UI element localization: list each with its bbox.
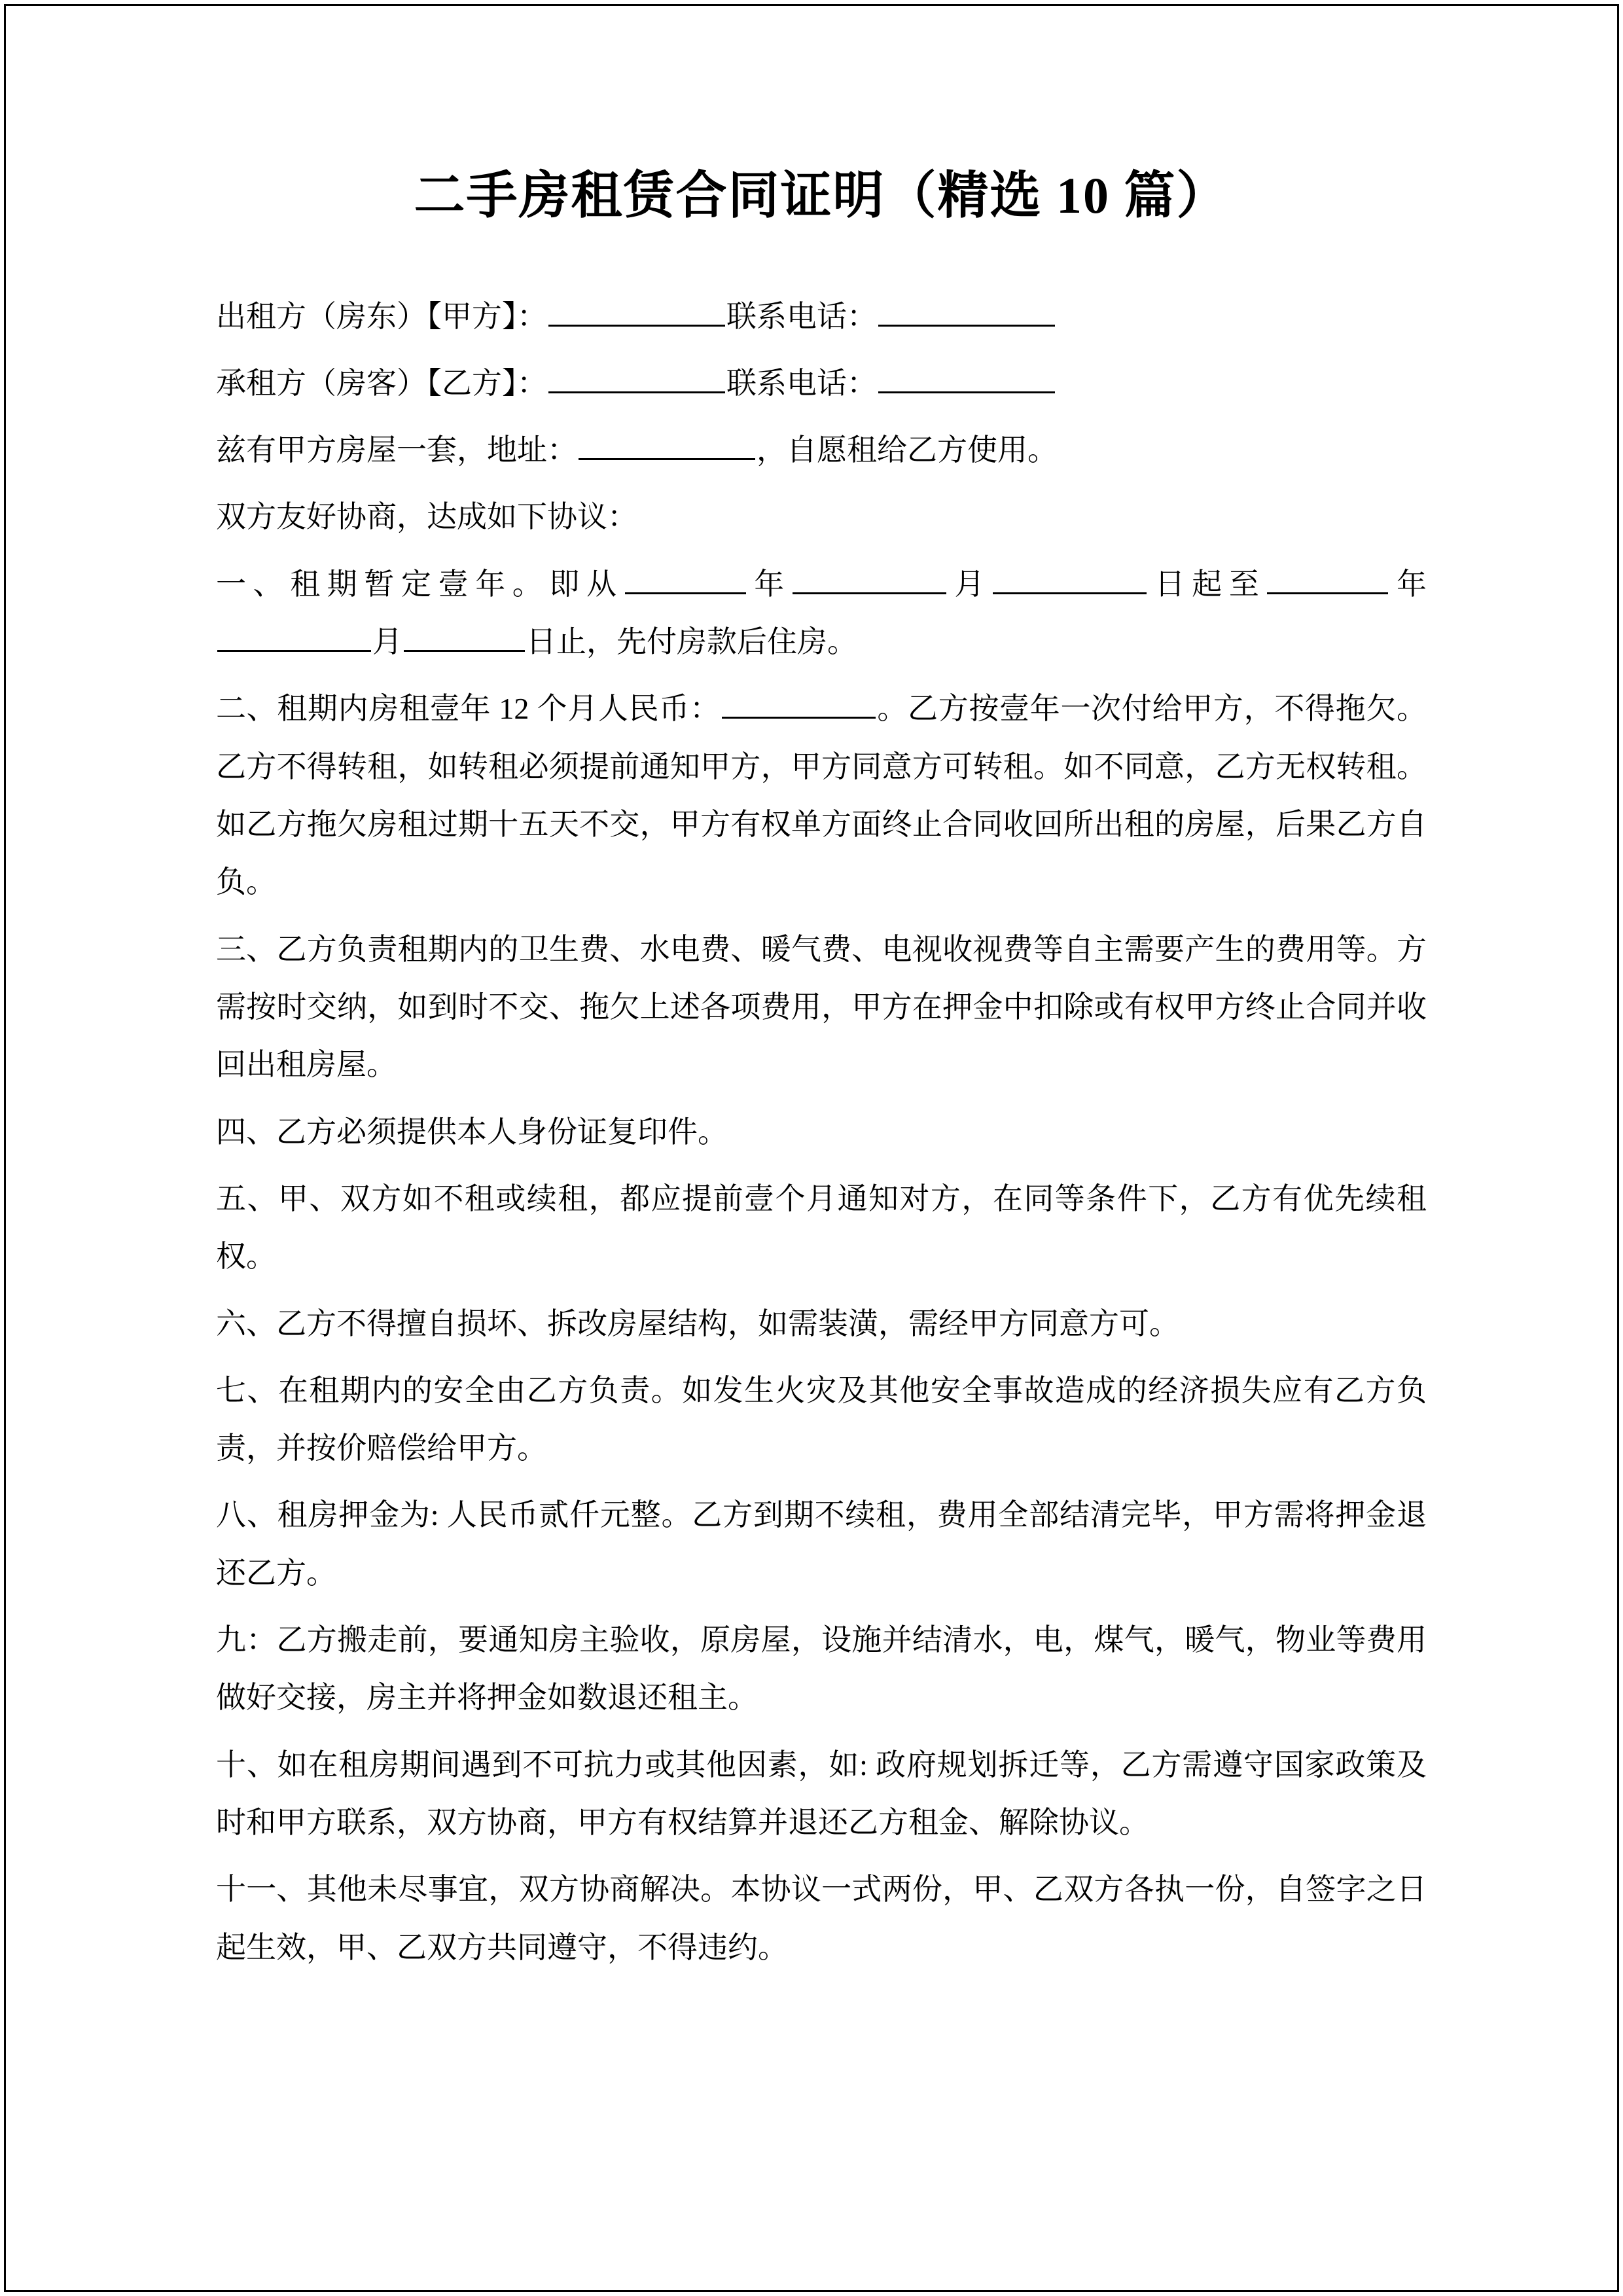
contract-paragraph	[216, 1486, 1427, 1602]
paragraph-text: 八、租房押金为: 人民币贰仟元整。乙方到期不续租，费用全部结清完毕，甲方需将押金退还乙方。	[216, 1498, 1427, 1590]
fill-in-blank[interactable]	[579, 428, 755, 460]
contract-paragraph	[216, 1736, 1427, 1852]
contract-paragraph	[216, 1611, 1427, 1727]
contract-paragraph	[216, 1295, 1427, 1353]
contract-paragraph	[216, 1103, 1427, 1161]
paragraph-text: 日止，先付房款后住房。	[526, 625, 857, 659]
fill-in-blank[interactable]	[548, 295, 725, 327]
paragraph-text: 月	[372, 625, 402, 659]
paragraph-text: 。乙方按壹年一次付给甲方，不得拖欠。乙方不得转租，如转租必须提前通知甲方，甲方同意方可转租。如不同意，乙方无权转租。如乙方拖欠房租过期十五天不交，甲方有权单方面终止合同收回所出租的房屋，后果乙方自负。	[216, 692, 1427, 899]
paragraph-text: 六、乙方不得擅自损坏、拆改房屋结构，如需装潢，需经甲方同意方可。	[216, 1306, 1179, 1340]
paragraph-text: 五、甲、双方如不租或续租，都应提前壹个月通知对方，在同等条件下，乙方有优先续租权。	[216, 1181, 1427, 1274]
paragraph-text: 出租方（房东）【甲方】：	[216, 299, 547, 333]
fill-in-blank[interactable]	[217, 620, 371, 652]
fill-in-blank[interactable]	[878, 295, 1055, 327]
contract-paragraph	[216, 355, 1427, 412]
contract-paragraph	[216, 921, 1427, 1094]
paragraph-text: 四、乙方必须提供本人身份证复印件。	[216, 1115, 728, 1149]
paragraph-text: 年	[747, 567, 791, 601]
paragraph-text: 三、乙方负责租期内的卫生费、水电费、暖气费、电视收视费等自主需要产生的费用等。方需按时交纳，如到时不交、拖欠上述各项费用，甲方在押金中扣除或有权甲方终止合同并收回出租房屋。	[216, 932, 1427, 1082]
contract-paragraph	[216, 288, 1427, 346]
fill-in-blank[interactable]	[793, 562, 946, 594]
fill-in-blank[interactable]	[625, 562, 746, 594]
paragraph-text: 双方友好协商，达成如下协议：	[216, 500, 637, 534]
paragraph-text: 年	[1389, 567, 1427, 601]
paragraph-text: 承租方（房客）【乙方】：	[216, 366, 547, 400]
contract-paragraph	[216, 422, 1427, 479]
fill-in-blank[interactable]	[993, 562, 1147, 594]
fill-in-blank[interactable]	[722, 687, 876, 719]
paragraph-text: 七、在租期内的安全由乙方负责。如发生火灾及其他安全事故造成的经济损失应有乙方负责，并按价赔偿给甲方。	[216, 1373, 1427, 1465]
contract-paragraph	[216, 680, 1427, 911]
paragraph-text: 兹有甲方房屋一套，地址：	[216, 433, 577, 467]
fill-in-blank[interactable]	[404, 620, 525, 652]
contract-paragraph	[216, 1861, 1427, 1977]
paragraph-text: 一、租期暂定壹年。即从	[216, 567, 624, 601]
paragraph-text: 二、租期内房租壹年 12 个月人民币：	[216, 692, 721, 726]
paragraph-text: 联系电话：	[726, 299, 877, 333]
contract-body	[216, 288, 1427, 1977]
contract-paragraph	[216, 1362, 1427, 1478]
fill-in-blank[interactable]	[1267, 562, 1388, 594]
paragraph-text: 月	[947, 567, 992, 601]
fill-in-blank[interactable]	[878, 361, 1055, 393]
paragraph-text: 十、如在租房期间遇到不可抗力或其他因素，如: 政府规划拆迁等，乙方需遵守国家政策及时和甲方联系，双方协商，甲方有权结算并退还乙方租金、解除协议。	[216, 1748, 1427, 1839]
page-title: 二手房租赁合同证明（精选 10 篇）	[414, 167, 1229, 224]
paragraph-text: 联系电话：	[726, 366, 877, 400]
contract-paragraph	[216, 488, 1427, 546]
paragraph-text: 九：乙方搬走前，要通知房主验收，原房屋，设施并结清水，电，煤气，暖气，物业等费用做好交接，房主并将押金如数退还租主。	[216, 1623, 1427, 1715]
paragraph-text: 十一、其他未尽事宜，双方协商解决。本协议一式两份，甲、乙双方各执一份，自签字之日起生效，甲、乙双方共同遵守，不得违约。	[216, 1873, 1427, 1964]
paragraph-text: ，自愿租给乙方使用。	[757, 433, 1058, 467]
paragraph-text: 日起至	[1148, 567, 1266, 601]
contract-paragraph	[216, 556, 1427, 672]
contract-paragraph	[216, 1170, 1427, 1286]
fill-in-blank[interactable]	[548, 361, 725, 393]
